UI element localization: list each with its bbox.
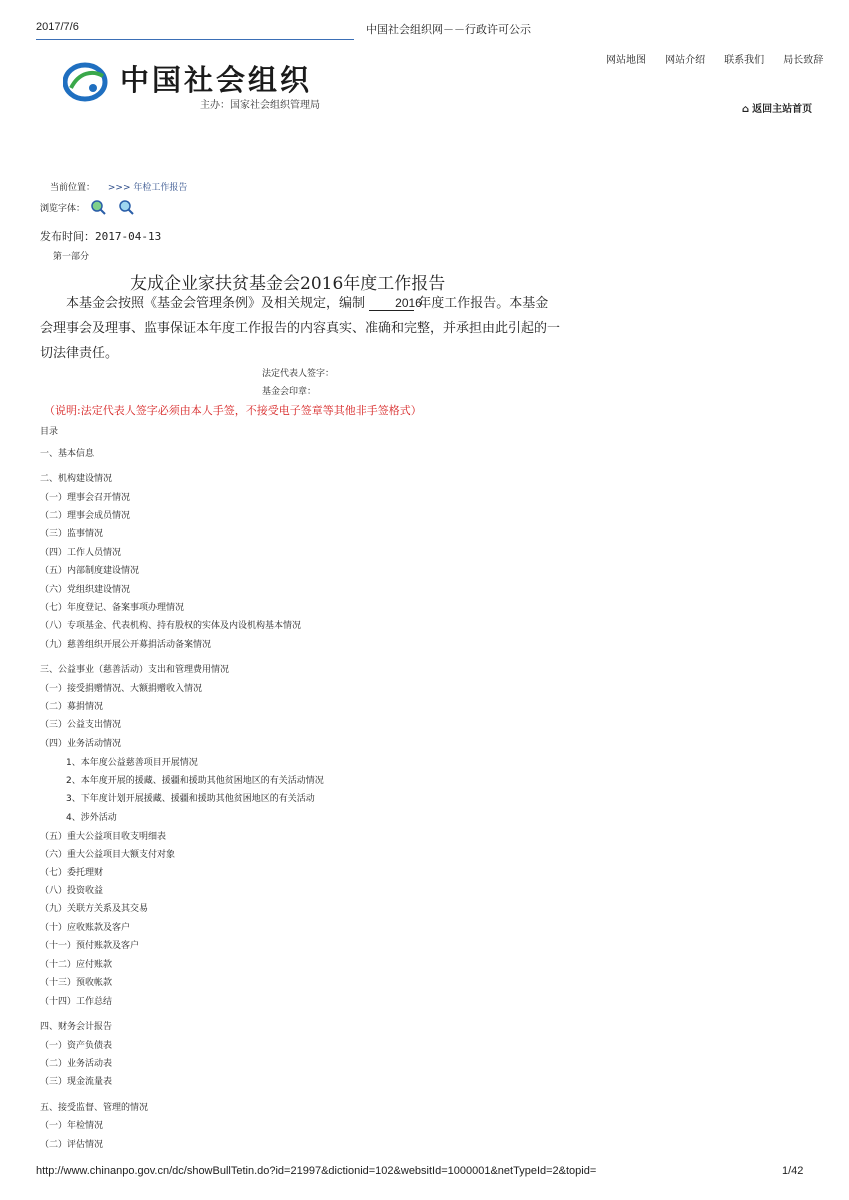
intro-paragraph: 本基金会按照《基金会管理条例》及相关规定，编制 2016 年度工作报告。本基金会理事会及理事、监事保证本年度工作报告的内容真实、准确和完整，并承担由此引起的一切法律责任。 (40, 296, 561, 361)
toc-item: （十三）预收帐款 (40, 978, 113, 988)
toc-item: （十一）预付账款及客户 (40, 941, 140, 951)
nav-about[interactable]: 网站介绍 (665, 55, 706, 66)
toc-item: 2、本年度开展的援藏、援疆和援助其他贫困地区的有关活动情况 (66, 776, 324, 786)
breadcrumb-arrows: >>> (107, 183, 131, 193)
part-label: 第一部分 (53, 252, 90, 262)
toc-item: （八）专项基金、代表机构、持有股权的实体及内设机构基本情况 (40, 621, 302, 631)
toc-item: 4、涉外活动 (66, 813, 117, 823)
toc-item: （六）党组织建设情况 (40, 585, 131, 595)
toc-item: 五、接受监督、管理的情况 (40, 1103, 149, 1113)
toc-item: （一）理事会召开情况 (40, 493, 131, 503)
signature-seal-label: 基金会印章： (262, 387, 317, 397)
logo-title: 中国社会组织 (120, 63, 313, 97)
toc-item: 一、基本信息 (40, 449, 95, 459)
zoom-out-icon[interactable] (118, 199, 134, 215)
logo-emblem-icon[interactable] (63, 62, 109, 102)
breadcrumb-link[interactable]: 年检工作报告 (133, 183, 188, 193)
zoom-in-icon[interactable] (90, 199, 106, 215)
toc-item: （五）重大公益项目收支明细表 (40, 832, 167, 842)
signature-rep-label: 法定代表人签字： (262, 369, 335, 379)
top-nav (592, 48, 823, 67)
breadcrumb-label: 当前位置： (50, 183, 96, 193)
toc-item: （四）业务活动情况 (40, 739, 122, 749)
toc-item: （十二）应付账款 (40, 960, 113, 970)
font-size-label: 浏览字体： (40, 204, 86, 214)
toc-item: （一）资产负债表 (40, 1041, 113, 1051)
toc-item: （八）投资收益 (40, 886, 104, 896)
print-date: 2017/7/6 (36, 21, 79, 33)
toc-item: 四、财务会计报告 (40, 1022, 113, 1032)
toc-title: 目录 (40, 427, 59, 437)
breadcrumb (50, 180, 187, 193)
toc-item: （十四）工作总结 (40, 997, 113, 1007)
toc-item: 三、公益事业（慈善活动）支出和管理费用情况 (40, 665, 230, 675)
toc-item: （三）公益支出情况 (40, 720, 122, 730)
toc-item: （一）接受捐赠情况、大额捐赠收入情况 (40, 684, 203, 694)
nav-sitemap[interactable]: 网站地图 (606, 55, 646, 66)
toc-item: 1、本年度公益慈善项目开展情况 (66, 758, 198, 768)
toc-item: （五）内部制度建设情况 (40, 566, 140, 576)
home-icon: ⌂ (742, 104, 750, 115)
toc-item: （三）监事情况 (40, 529, 104, 539)
nav-director[interactable]: 局长致辞 (783, 55, 824, 66)
toc-item: 二、机构建设情况 (40, 474, 113, 484)
logo-subtitle: 主办：国家社会组织管理局 (200, 100, 320, 111)
toc-item: （四）工作人员情况 (40, 548, 122, 558)
signature-note: （说明:法定代表人签字必须由本人手签，不接受电子签章等其他非手签格式） (44, 404, 422, 417)
report-year-field: 2016 (369, 296, 414, 311)
report-title: 友成企业家扶贫基金会2016年度工作报告 (130, 274, 446, 294)
toc-item: （十）应收账款及客户 (40, 923, 131, 933)
toc-item: （六）重大公益项目大额支付对象 (40, 850, 176, 860)
toc-item: （一）年检情况 (40, 1121, 104, 1131)
toc-item: 3、下年度计划开展援藏、援疆和援助其他贫困地区的有关活动 (66, 794, 315, 804)
toc-item: （七）委托理财 (40, 868, 104, 878)
home-link[interactable]: ⌂ 返回主站首页 (742, 104, 813, 115)
toc-item: （二）评估情况 (40, 1140, 104, 1150)
toc-item: （二）理事会成员情况 (40, 511, 131, 521)
nav-contact[interactable]: 联系我们 (724, 55, 765, 66)
footer-page: 1/42 (782, 1165, 804, 1177)
print-title: 中国社会组织网－－行政许可公示 (366, 23, 531, 36)
header-rule (36, 39, 354, 40)
toc-item: （三）现金流量表 (40, 1077, 113, 1087)
toc-item: （二）募捐情况 (40, 702, 104, 712)
publish-time: 发布时间：2017-04-13 (40, 230, 162, 243)
toc-item: （九）关联方关系及其交易 (40, 904, 149, 914)
toc-item: （七）年度登记、备案事项办理情况 (40, 603, 185, 613)
toc-item: （九）慈善组织开展公开募捐活动备案情况 (40, 640, 212, 650)
toc-item: （二）业务活动表 (40, 1059, 113, 1069)
footer-url: http://www.chinanpo.gov.cn/dc/showBullTetin.do?id=21997&dictionid=102&websitId=1000001&netTypeId=2&topid= (36, 1165, 597, 1177)
